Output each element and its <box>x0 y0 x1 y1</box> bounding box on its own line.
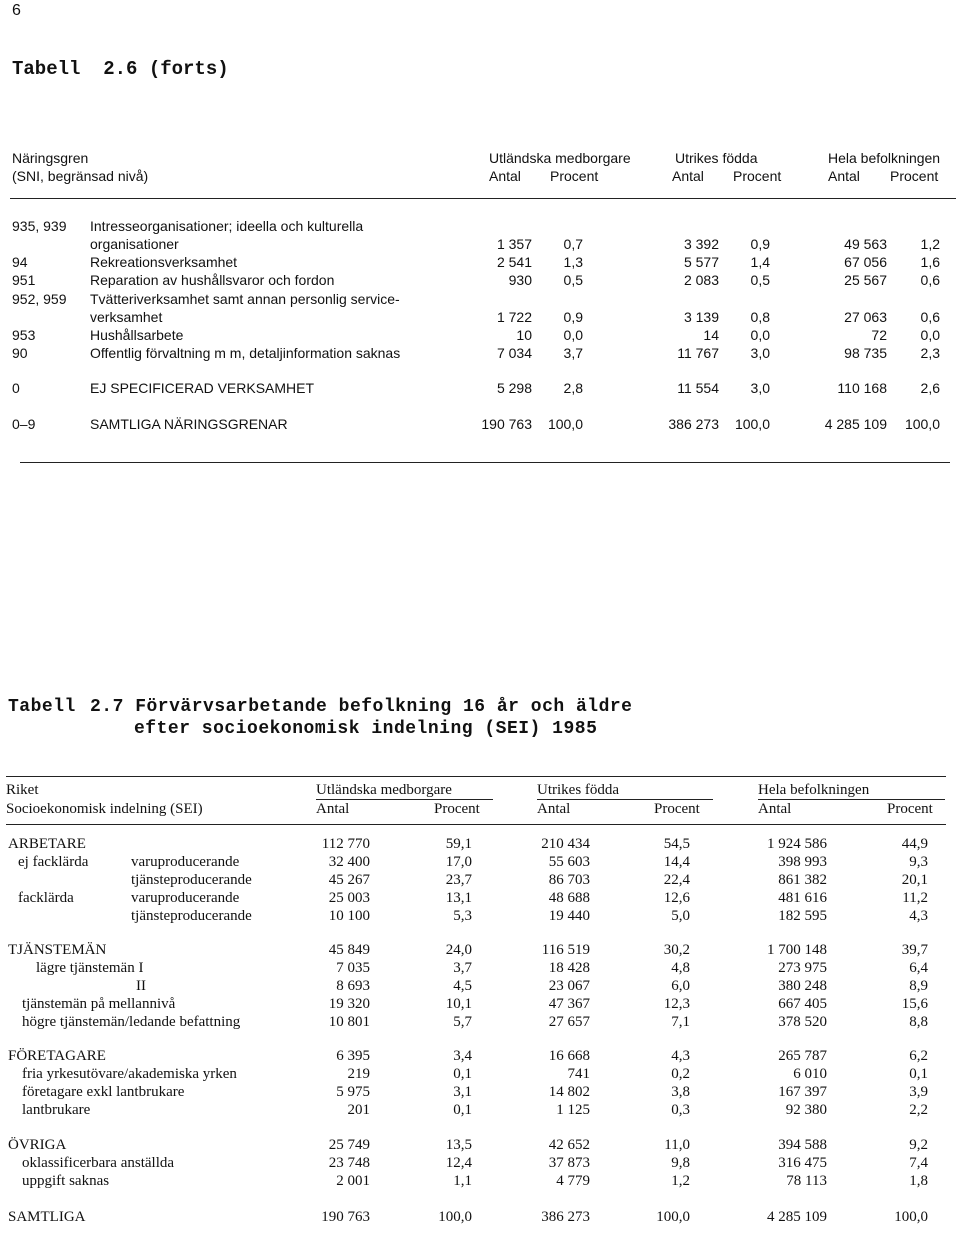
antal-utr-cell: 3 392 <box>683 236 719 252</box>
table1-header-rule <box>10 198 956 199</box>
procent-hela-cell: 44,9 <box>901 836 928 852</box>
procent-hela-cell: 100,0 <box>904 416 940 432</box>
table2-title-line2: efter socioekonomisk indelning (SEI) 1985 <box>134 719 598 739</box>
antal-utr-cell: 210 434 <box>541 836 590 852</box>
procent-hela-cell: 0,1 <box>909 1066 928 1082</box>
procent-utl-cell: 0,0 <box>563 327 583 343</box>
antal-utr-cell: 48 688 <box>548 890 590 906</box>
table2-row-label: ej facklärda <box>18 854 89 870</box>
procent-utr-cell: 54,5 <box>663 836 690 852</box>
antal-utr-cell: 19 440 <box>548 908 590 924</box>
table1-row-label: Hushållsarbete <box>90 327 184 343</box>
procent-utr-cell: 0,5 <box>750 272 770 288</box>
antal-utl-cell: 7 035 <box>336 960 370 976</box>
page-number: 6 <box>12 2 21 19</box>
antal-utl-cell: 19 320 <box>328 996 370 1012</box>
procent-hela-cell: 39,7 <box>901 942 928 958</box>
procent-utl-cell: 100,0 <box>547 416 583 432</box>
procent-utr-cell: 3,8 <box>671 1084 690 1100</box>
antal-utr-cell: 1 125 <box>556 1102 590 1118</box>
procent-utr-cell: 3,0 <box>750 345 770 361</box>
procent-utr-cell: 9,8 <box>671 1155 690 1171</box>
procent-hela-cell: 0,6 <box>920 272 940 288</box>
table1-group-header-1: Utländska medborgare <box>489 150 631 166</box>
procent-utl-cell: 0,1 <box>453 1066 472 1082</box>
table2-group-header-3: Hela befolkningen <box>758 782 945 800</box>
table1-row-label: Rekreationsverksamhet <box>90 254 238 270</box>
table1-row-label: EJ SPECIFICERAD VERKSAMHET <box>90 380 315 396</box>
table2-title-line1: 2.7 Förvärvsarbetande befolkning 16 år och äldre <box>90 697 633 717</box>
antal-utr-cell: 14 <box>703 327 719 343</box>
table1-sub-antal-3: Antal <box>828 168 860 184</box>
procent-utl-cell: 0,5 <box>563 272 583 288</box>
antal-hela-cell: 98 735 <box>844 345 887 361</box>
antal-utl-cell: 190 763 <box>481 416 532 432</box>
antal-hela-cell: 4 285 109 <box>824 416 887 432</box>
table1-row-code: 90 <box>12 345 28 361</box>
procent-hela-cell: 0,6 <box>920 309 940 325</box>
antal-utl-cell: 10 801 <box>328 1014 370 1030</box>
table1-row-label-cont: organisationer <box>90 236 179 252</box>
table1-row-label: SAMTLIGA NÄRINGSGRENAR <box>90 416 288 432</box>
procent-utr-cell: 7,1 <box>671 1014 690 1030</box>
antal-hela-cell: 25 567 <box>844 272 887 288</box>
antal-utl-cell: 25 749 <box>328 1137 370 1153</box>
table2-row-label: TJÄNSTEMÄN <box>8 942 107 958</box>
antal-utl-cell: 219 <box>347 1066 370 1082</box>
antal-hela-cell: 394 588 <box>778 1137 827 1153</box>
procent-utr-cell: 22,4 <box>663 872 690 888</box>
procent-utr-cell: 0,0 <box>750 327 770 343</box>
antal-utl-cell: 2 001 <box>336 1173 370 1189</box>
table1-row-label: Offentlig förvaltning m m, detaljinformation saknas <box>90 345 401 361</box>
antal-utr-cell: 55 603 <box>548 854 590 870</box>
table1-group-header-3: Hela befolkningen <box>828 150 941 166</box>
antal-hela-cell: 49 563 <box>844 236 887 252</box>
table1-row-code: 94 <box>12 254 28 270</box>
table2-row-label: lantbrukare <box>22 1102 91 1118</box>
antal-utr-cell: 386 273 <box>668 416 719 432</box>
procent-utr-cell: 4,3 <box>671 1048 690 1064</box>
antal-utr-cell: 386 273 <box>541 1209 590 1225</box>
procent-hela-cell: 3,9 <box>909 1084 928 1100</box>
antal-utl-cell: 6 395 <box>336 1048 370 1064</box>
procent-utl-cell: 13,1 <box>445 890 472 906</box>
procent-hela-cell: 7,4 <box>909 1155 928 1171</box>
antal-hela-cell: 6 010 <box>793 1066 827 1082</box>
procent-utl-cell: 3,7 <box>563 345 583 361</box>
antal-utl-cell: 8 693 <box>336 978 370 994</box>
table2-header-rule <box>6 824 946 825</box>
procent-utr-cell: 30,2 <box>663 942 690 958</box>
procent-hela-cell: 6,4 <box>909 960 928 976</box>
table2-row-sublabel: tjänsteproducerande <box>131 908 252 924</box>
procent-hela-cell: 9,2 <box>909 1137 928 1153</box>
antal-hela-cell: 78 113 <box>786 1173 827 1189</box>
antal-utl-cell: 10 100 <box>328 908 370 924</box>
procent-utl-cell: 1,1 <box>453 1173 472 1189</box>
procent-utl-cell: 59,1 <box>445 836 472 852</box>
antal-utl-cell: 2 541 <box>496 254 532 270</box>
table1-group-header-2: Utrikes födda <box>675 150 758 166</box>
table2-row-label: facklärda <box>18 890 74 906</box>
table2-row-sublabel: tjänsteproducerande <box>131 872 252 888</box>
table2-row-label: uppgift saknas <box>22 1173 110 1189</box>
procent-utl-cell: 17,0 <box>445 854 472 870</box>
table1-row-code: 0–9 <box>12 416 36 432</box>
antal-utr-cell: 2 083 <box>683 272 719 288</box>
procent-utr-cell: 12,6 <box>663 890 690 906</box>
antal-hela-cell: 380 248 <box>778 978 827 994</box>
antal-utl-cell: 930 <box>508 272 532 288</box>
procent-hela-cell: 1,2 <box>920 236 940 252</box>
table2-row-label: II <box>136 978 146 994</box>
procent-hela-cell: 4,3 <box>909 908 928 924</box>
antal-utl-cell: 5 298 <box>496 380 532 396</box>
procent-utl-cell: 3,7 <box>453 960 472 976</box>
procent-utl-cell: 10,1 <box>445 996 472 1012</box>
antal-hela-cell: 4 285 109 <box>767 1209 827 1225</box>
table1-row-code: 951 <box>12 272 36 288</box>
antal-utr-cell: 16 668 <box>548 1048 590 1064</box>
procent-hela-cell: 2,6 <box>920 380 940 396</box>
procent-hela-cell: 15,6 <box>901 996 928 1012</box>
procent-hela-cell: 8,8 <box>909 1014 928 1030</box>
table2-row-label: SAMTLIGA <box>8 1209 86 1225</box>
procent-utl-cell: 1,3 <box>563 254 583 270</box>
antal-utl-cell: 32 400 <box>328 854 370 870</box>
antal-hela-cell: 92 380 <box>785 1102 827 1118</box>
antal-hela-cell: 67 056 <box>844 254 887 270</box>
table1-row-code: 953 <box>12 327 36 343</box>
antal-hela-cell: 1 924 586 <box>767 836 827 852</box>
procent-utr-cell: 0,3 <box>671 1102 690 1118</box>
table2-sub-procent-3: Procent <box>887 801 933 817</box>
table1-sub-antal-1: Antal <box>489 168 521 184</box>
table1-sub-antal-2: Antal <box>672 168 704 184</box>
table2-row-label: ÖVRIGA <box>8 1137 67 1153</box>
table2-col0-header-line2: Socioekonomisk indelning (SEI) <box>6 801 203 817</box>
table1-row-code: 952, 959 <box>12 291 67 307</box>
table2-row-label: ARBETARE <box>8 836 86 852</box>
procent-utl-cell: 100,0 <box>438 1209 472 1225</box>
table1-sub-procent-2: Procent <box>733 168 782 184</box>
procent-utl-cell: 13,5 <box>445 1137 472 1153</box>
antal-utl-cell: 201 <box>347 1102 370 1118</box>
procent-hela-cell: 20,1 <box>901 872 928 888</box>
procent-utl-cell: 5,3 <box>453 908 472 924</box>
procent-utr-cell: 1,4 <box>750 254 770 270</box>
table1-sub-procent-1: Procent <box>550 168 599 184</box>
antal-utl-cell: 112 770 <box>321 836 370 852</box>
procent-utr-cell: 14,4 <box>663 854 690 870</box>
antal-hela-cell: 167 397 <box>778 1084 827 1100</box>
antal-utr-cell: 27 657 <box>548 1014 590 1030</box>
antal-utr-cell: 11 554 <box>677 380 719 396</box>
procent-utl-cell: 0,1 <box>453 1102 472 1118</box>
table2-row-label: företagare exkl lantbrukare <box>22 1084 185 1100</box>
antal-utr-cell: 4 779 <box>556 1173 590 1189</box>
antal-utr-cell: 11 767 <box>677 345 719 361</box>
table2-row-label: oklassificerbara anställda <box>22 1155 175 1171</box>
procent-hela-cell: 2,2 <box>909 1102 928 1118</box>
table1-col0-header-line2: (SNI, begränsad nivå) <box>12 168 149 184</box>
table1-col0-header-line1: Näringsgren <box>12 150 89 166</box>
table2-sub-antal-2: Antal <box>537 801 571 817</box>
procent-utl-cell: 4,5 <box>453 978 472 994</box>
table1-row-label: Reparation av hushållsvaror och fordon <box>90 272 335 288</box>
procent-utr-cell: 0,9 <box>750 236 770 252</box>
antal-utl-cell: 45 267 <box>328 872 370 888</box>
table2-col0-header-line1: Riket <box>6 782 39 798</box>
antal-utr-cell: 18 428 <box>548 960 590 976</box>
procent-utr-cell: 0,2 <box>671 1066 690 1082</box>
antal-utl-cell: 23 748 <box>328 1155 370 1171</box>
table1-sub-procent-3: Procent <box>890 168 939 184</box>
table2-row-label: fria yrkesutövare/akademiska yrken <box>22 1066 237 1082</box>
antal-hela-cell: 378 520 <box>778 1014 827 1030</box>
table2-sub-antal-1: Antal <box>316 801 350 817</box>
procent-utr-cell: 0,8 <box>750 309 770 325</box>
procent-hela-cell: 11,2 <box>902 890 928 906</box>
procent-utl-cell: 23,7 <box>445 872 472 888</box>
antal-hela-cell: 27 063 <box>844 309 887 325</box>
procent-utr-cell: 11,0 <box>664 1137 690 1153</box>
antal-utr-cell: 23 067 <box>548 978 590 994</box>
table2-row-label: lägre tjänstemän I <box>36 960 144 976</box>
antal-hela-cell: 110 168 <box>837 380 887 396</box>
table2-sub-procent-1: Procent <box>434 801 480 817</box>
procent-utr-cell: 100,0 <box>656 1209 690 1225</box>
antal-hela-cell: 667 405 <box>778 996 827 1012</box>
procent-hela-cell: 2,3 <box>920 345 940 361</box>
procent-utr-cell: 5,0 <box>671 908 690 924</box>
antal-hela-cell: 273 975 <box>778 960 827 976</box>
antal-hela-cell: 1 700 148 <box>767 942 827 958</box>
table2-row-sublabel: varuproducerande <box>131 854 240 870</box>
procent-hela-cell: 1,6 <box>920 254 940 270</box>
antal-utl-cell: 1 357 <box>496 236 532 252</box>
table2-sub-antal-3: Antal <box>758 801 792 817</box>
table2-top-rule <box>6 776 946 777</box>
procent-utr-cell: 6,0 <box>671 978 690 994</box>
antal-hela-cell: 316 475 <box>778 1155 827 1171</box>
procent-hela-cell: 8,9 <box>909 978 928 994</box>
antal-utl-cell: 45 849 <box>328 942 370 958</box>
procent-hela-cell: 6,2 <box>909 1048 928 1064</box>
table2-sub-procent-2: Procent <box>654 801 700 817</box>
table2-row-label: FÖRETAGARE <box>8 1048 106 1064</box>
table2-row-label: tjänstemän på mellannivå <box>22 996 176 1012</box>
table1-row-code: 0 <box>12 380 20 396</box>
antal-utl-cell: 7 034 <box>496 345 532 361</box>
table1-row-label-cont: verksamhet <box>90 309 163 325</box>
table2-group-header-2: Utrikes födda <box>537 782 713 800</box>
procent-utr-cell: 1,2 <box>671 1173 690 1189</box>
procent-utr-cell: 4,8 <box>671 960 690 976</box>
table1-row-label: Tvätteriverksamhet samt annan personlig service- <box>90 291 400 307</box>
antal-utl-cell: 10 <box>516 327 532 343</box>
antal-utr-cell: 3 139 <box>683 309 719 325</box>
procent-utl-cell: 5,7 <box>453 1014 472 1030</box>
procent-utr-cell: 100,0 <box>734 416 770 432</box>
antal-hela-cell: 72 <box>871 327 887 343</box>
table2-group-header-1: Utländska medborgare <box>316 782 493 800</box>
antal-hela-cell: 481 616 <box>778 890 827 906</box>
antal-hela-cell: 265 787 <box>778 1048 827 1064</box>
procent-hela-cell: 100,0 <box>894 1209 928 1225</box>
antal-utr-cell: 86 703 <box>548 872 590 888</box>
procent-utl-cell: 0,9 <box>563 309 583 325</box>
antal-hela-cell: 398 993 <box>778 854 827 870</box>
antal-utr-cell: 741 <box>567 1066 590 1082</box>
procent-hela-cell: 9,3 <box>909 854 928 870</box>
antal-utl-cell: 1 722 <box>496 309 532 325</box>
antal-utr-cell: 14 802 <box>548 1084 590 1100</box>
table1-row-label: Intresseorganisationer; ideella och kulturella <box>90 218 364 234</box>
table2-title-prefix: Tabell <box>8 697 76 717</box>
table2-row-sublabel: varuproducerande <box>131 890 240 906</box>
antal-utr-cell: 42 652 <box>548 1137 590 1153</box>
antal-hela-cell: 182 595 <box>778 908 827 924</box>
table1-bottom-rule <box>20 462 950 463</box>
antal-utr-cell: 116 519 <box>541 942 590 958</box>
procent-utl-cell: 0,7 <box>563 236 583 252</box>
antal-utl-cell: 25 003 <box>328 890 370 906</box>
procent-utr-cell: 12,3 <box>663 996 690 1012</box>
procent-utr-cell: 3,0 <box>750 380 770 396</box>
procent-hela-cell: 0,0 <box>920 327 940 343</box>
table1-title: Tabell 2.6 (forts) <box>12 58 229 80</box>
procent-utl-cell: 3,4 <box>453 1048 472 1064</box>
procent-utl-cell: 2,8 <box>563 380 583 396</box>
procent-hela-cell: 1,8 <box>909 1173 928 1189</box>
table2-row-label: högre tjänstemän/ledande befattning <box>22 1014 241 1030</box>
antal-hela-cell: 861 382 <box>778 872 827 888</box>
antal-utl-cell: 190 763 <box>321 1209 370 1225</box>
antal-utl-cell: 5 975 <box>336 1084 370 1100</box>
procent-utl-cell: 12,4 <box>445 1155 472 1171</box>
table1-row-code: 935, 939 <box>12 218 67 234</box>
antal-utr-cell: 47 367 <box>548 996 590 1012</box>
procent-utl-cell: 24,0 <box>445 942 472 958</box>
antal-utr-cell: 37 873 <box>548 1155 590 1171</box>
procent-utl-cell: 3,1 <box>453 1084 472 1100</box>
antal-utr-cell: 5 577 <box>683 254 719 270</box>
